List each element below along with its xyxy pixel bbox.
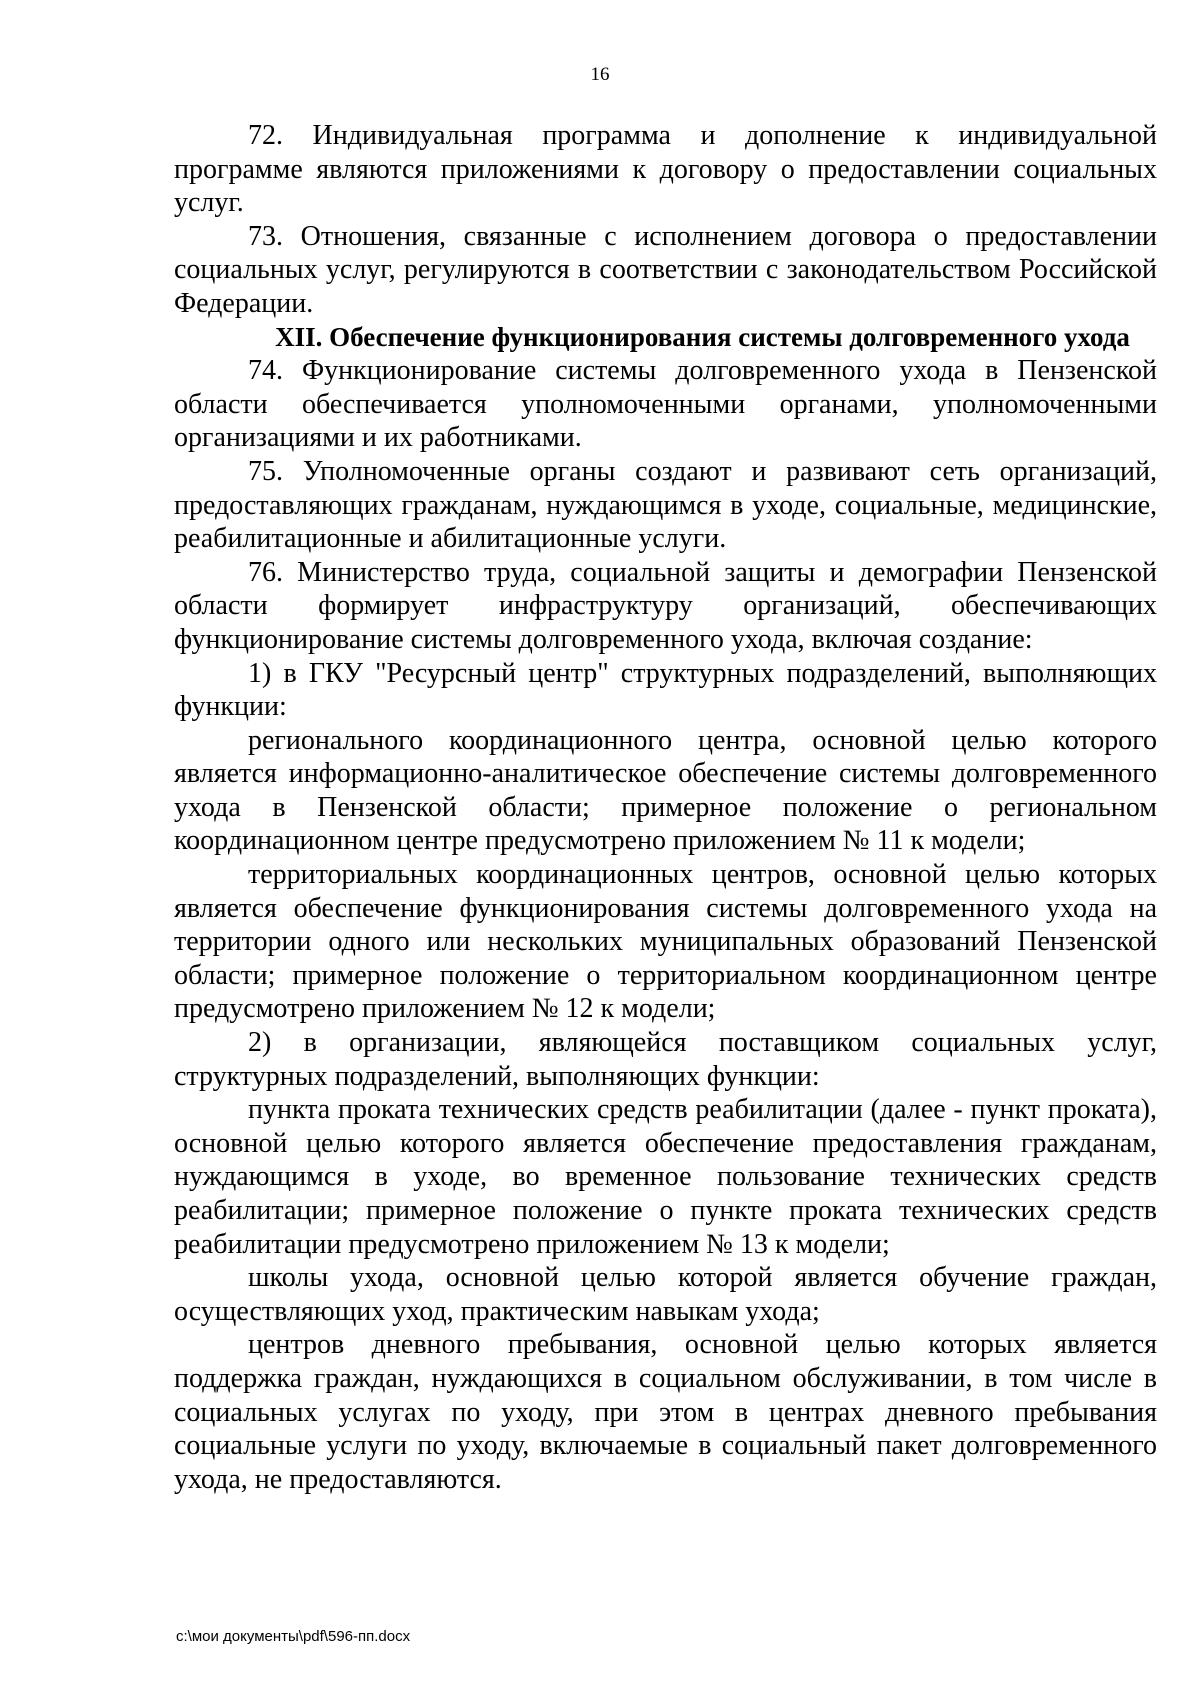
paragraph-care-school: школы ухода, основной целью которой является обучение граждан, осуществляющих уход, практическим навыкам ухода; xyxy=(174,1262,1157,1327)
paragraph-76-item-1: 1) в ГКУ "Ресурсный центр" структурных подразделений, выполняющих функции: xyxy=(174,657,1157,723)
paragraph-76: 76. Министерство труда, социальной защиты и демографии Пензенской области формирует инфраструктуру организаций, обеспечивающих функционирование системы долговременного ухода, включая создание: xyxy=(174,556,1157,655)
document-body xyxy=(174,119,1157,1496)
page-number: 16 xyxy=(590,64,610,85)
section-heading: XII. Обеспечение функционирования системы долговременного ухода xyxy=(275,321,1130,352)
paragraph-day-centers: центров дневного пребывания, основной целью которых является поддержка граждан, нуждающихся в социальном обслуживании, в том числе в социальных услугах по уходу, при этом в центрах дневного пребывания социальные услуги по уходу, включаемые в социальный пакет долговременного ухода, не предоставляются. xyxy=(174,1329,1157,1495)
paragraph-72: 72. Индивидуальная программа и дополнение к индивидуальной программе являются приложениями к договору о предоставлении социальных услуг. xyxy=(174,120,1157,219)
paragraph-73: 73. Отношения, связанные с исполнением договора о предоставлении социальных услуг, регулируются в соответствии с законодательством Российской Федерации. xyxy=(174,220,1157,319)
paragraph-regional-center: регионального координационного центра, основной целью которого является информационно-аналитическое обеспечение системы долговременного ухода в Пензенской области; примерное положение о региональном координационном центре предусмотрено приложением № 11 к модели; xyxy=(174,724,1157,857)
paragraph-76-item-2: 2) в организации, являющейся поставщиком социальных услуг, структурных подразделений, выполняющих функции: xyxy=(174,1027,1157,1092)
paragraph-74: 74. Функционирование системы долговременного ухода в Пензенской области обеспечивается уполномоченными органами, уполномоченными организациями и их работниками. xyxy=(174,355,1157,454)
file-path-footer: c:\мои документы\pdf\596-пп.docx xyxy=(176,1628,411,1645)
paragraph-75: 75. Уполномоченные органы создают и развивают сеть организаций, предоставляющих гражданам, нуждающимся в уходе, социальные, медицинские, реабилитационные и абилитационные услуги. xyxy=(174,455,1157,555)
paragraph-rental-point: пункта проката технических средств реабилитации (далее - пункт проката), основной целью которого является обеспечение предоставления гражданам, нуждающимся в уходе, во временное пользование технических средств реабилитации; примерное положение о пункте проката технических средств реабилитации предусмотрено приложением № 13 к модели; xyxy=(174,1094,1157,1260)
paragraph-territorial-centers: территориальных координационных центров, основной целью которых является обеспечение функционирования системы долговременного ухода на территории одного или нескольких муниципальных образований Пензенской области; примерное положение о территориальном координационном центре предусмотрено приложением № 12 к модели; xyxy=(174,859,1157,1025)
